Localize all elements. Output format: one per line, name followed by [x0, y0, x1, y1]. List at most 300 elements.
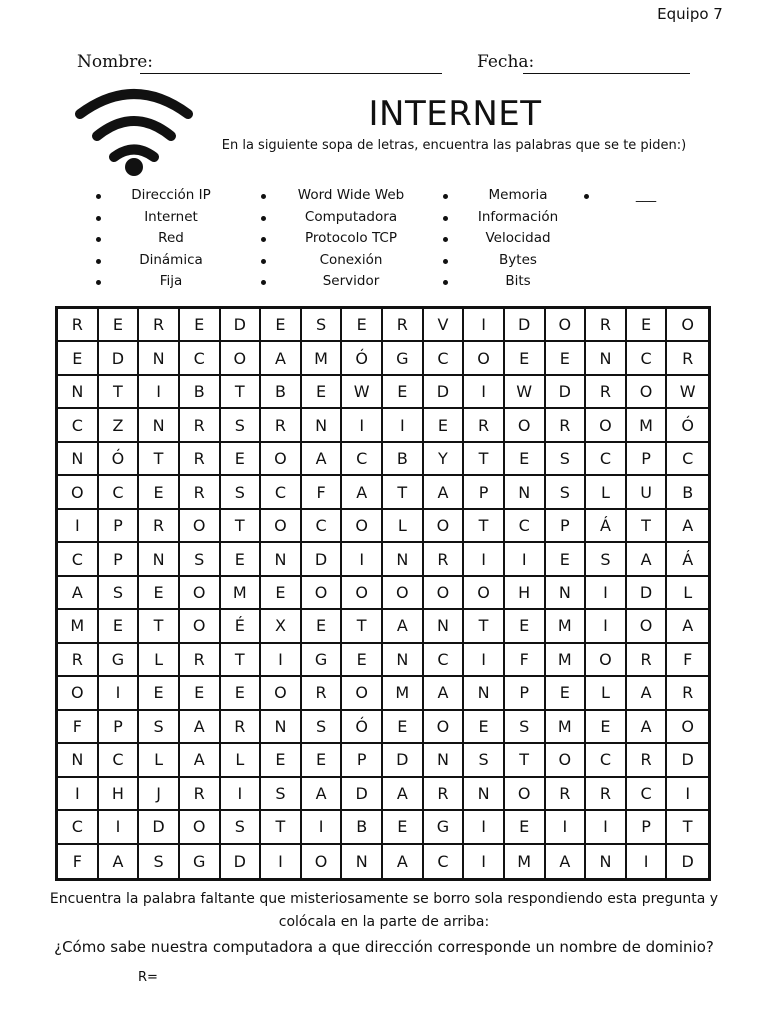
grid-cell[interactable]: R — [424, 778, 465, 811]
grid-cell[interactable]: E — [302, 744, 343, 777]
grid-cell[interactable]: D — [221, 845, 262, 878]
grid-cell[interactable]: T — [383, 476, 424, 509]
grid-cell[interactable]: L — [586, 476, 627, 509]
grid-cell[interactable]: O — [667, 309, 708, 342]
grid-cell[interactable]: S — [139, 845, 180, 878]
grid-cell[interactable]: N — [139, 409, 180, 442]
grid-cell[interactable]: T — [99, 376, 140, 409]
grid-cell[interactable]: A — [383, 610, 424, 643]
date-field-line[interactable] — [523, 73, 690, 74]
grid-cell[interactable]: E — [546, 342, 587, 375]
grid-cell[interactable]: E — [505, 342, 546, 375]
grid-cell[interactable]: S — [464, 744, 505, 777]
word-item: Word Wide Web — [261, 185, 441, 207]
missing-word-blank[interactable]: ___ — [584, 185, 684, 207]
grid-cell[interactable]: E — [546, 677, 587, 710]
grid-cell[interactable]: E — [505, 610, 546, 643]
word-column-1 — [96, 185, 246, 293]
grid-cell[interactable]: C — [586, 744, 627, 777]
word-item: Velocidad — [443, 228, 593, 250]
grid-cell[interactable]: G — [302, 644, 343, 677]
grid-cell[interactable]: N — [586, 342, 627, 375]
grid-cell[interactable]: I — [464, 376, 505, 409]
grid-cell[interactable]: L — [667, 577, 708, 610]
grid-cell[interactable]: M — [221, 577, 262, 610]
grid-cell[interactable]: R — [464, 409, 505, 442]
grid-cell[interactable]: S — [180, 543, 221, 576]
grid-cell[interactable]: E — [546, 543, 587, 576]
grid-cell[interactable]: O — [261, 677, 302, 710]
grid-cell[interactable]: I — [99, 811, 140, 844]
grid-cell[interactable]: T — [221, 644, 262, 677]
grid-cell[interactable]: N — [302, 409, 343, 442]
grid-cell[interactable]: S — [505, 711, 546, 744]
grid-cell[interactable]: E — [139, 476, 180, 509]
grid-cell[interactable]: B — [383, 443, 424, 476]
grid-cell[interactable]: E — [383, 811, 424, 844]
grid-cell[interactable]: C — [99, 744, 140, 777]
grid-cell[interactable]: L — [139, 744, 180, 777]
grid-cell[interactable]: E — [464, 711, 505, 744]
grid-cell[interactable]: A — [261, 342, 302, 375]
grid-cell[interactable]: C — [667, 443, 708, 476]
grid-cell[interactable]: L — [139, 644, 180, 677]
grid-cell[interactable]: T — [139, 443, 180, 476]
grid-cell[interactable]: D — [546, 376, 587, 409]
word-column-3 — [443, 185, 593, 293]
grid-cell[interactable]: E — [221, 543, 262, 576]
grid-cell[interactable]: N — [58, 443, 99, 476]
grid-cell[interactable]: O — [627, 376, 668, 409]
word-item: Red — [96, 228, 246, 250]
grid-cell[interactable]: P — [627, 443, 668, 476]
grid-cell[interactable]: G — [383, 342, 424, 375]
grid-cell[interactable]: N — [546, 577, 587, 610]
grid-cell[interactable]: I — [464, 845, 505, 878]
grid-cell[interactable]: C — [627, 342, 668, 375]
grid-cell[interactable]: E — [302, 610, 343, 643]
grid-cell[interactable]: A — [383, 778, 424, 811]
grid-cell[interactable]: N — [261, 543, 302, 576]
grid-cell[interactable]: Y — [424, 443, 465, 476]
grid-cell[interactable]: D — [342, 778, 383, 811]
grid-cell[interactable]: R — [180, 443, 221, 476]
grid-cell[interactable]: R — [627, 744, 668, 777]
grid-cell[interactable]: X — [261, 610, 302, 643]
grid-cell[interactable]: F — [58, 711, 99, 744]
grid-cell[interactable]: W — [667, 376, 708, 409]
grid-cell[interactable]: M — [302, 342, 343, 375]
grid-cell[interactable]: A — [99, 845, 140, 878]
grid-cell[interactable]: A — [627, 543, 668, 576]
grid-cell[interactable]: W — [505, 376, 546, 409]
date-label: Fecha: — [477, 52, 535, 72]
grid-cell[interactable]: E — [505, 811, 546, 844]
grid-cell[interactable]: N — [261, 711, 302, 744]
grid-cell[interactable]: E — [180, 677, 221, 710]
grid-cell[interactable]: I — [667, 778, 708, 811]
grid-cell[interactable]: M — [546, 644, 587, 677]
grid-cell[interactable]: N — [383, 543, 424, 576]
grid-cell[interactable]: I — [586, 610, 627, 643]
grid-cell[interactable]: O — [464, 577, 505, 610]
grid-cell[interactable]: E — [58, 342, 99, 375]
grid-cell[interactable]: I — [342, 543, 383, 576]
grid-cell[interactable]: A — [424, 677, 465, 710]
grid-cell[interactable]: D — [221, 309, 262, 342]
grid-cell[interactable]: R — [383, 309, 424, 342]
grid-cell[interactable]: Ó — [667, 409, 708, 442]
grid-cell[interactable]: I — [586, 577, 627, 610]
grid-cell[interactable]: C — [261, 476, 302, 509]
grid-cell[interactable]: O — [424, 510, 465, 543]
grid-cell[interactable]: O — [342, 677, 383, 710]
grid-cell[interactable]: L — [586, 677, 627, 710]
footer-instruction: Encuentra la palabra faltante que misteriosamente se borro sola respondiendo esta pregunta y colócala en la parte de arriba: — [49, 891, 719, 930]
word-item: Protocolo TCP — [261, 228, 441, 250]
grid-cell[interactable]: A — [180, 711, 221, 744]
footer-question: ¿Cómo sabe nuestra computadora a que dirección corresponde un nombre de dominio? — [54, 938, 714, 956]
grid-cell[interactable]: A — [424, 476, 465, 509]
grid-cell[interactable]: E — [99, 309, 140, 342]
grid-cell[interactable]: R — [180, 644, 221, 677]
grid-cell[interactable]: B — [667, 476, 708, 509]
grid-cell[interactable]: O — [546, 309, 587, 342]
grid-cell[interactable]: A — [302, 778, 343, 811]
grid-cell[interactable]: I — [58, 778, 99, 811]
grid-cell[interactable]: O — [261, 510, 302, 543]
grid-cell[interactable]: R — [180, 409, 221, 442]
grid-cell[interactable]: D — [681, 851, 694, 871]
grid-cell[interactable]: O — [180, 610, 221, 643]
grid-cell[interactable]: D — [667, 744, 708, 777]
grid-cell[interactable]: I — [342, 409, 383, 442]
grid-cell[interactable]: U — [627, 476, 668, 509]
grid-cell[interactable]: I — [464, 811, 505, 844]
grid-cell[interactable]: B — [261, 376, 302, 409]
grid-cell[interactable]: N — [58, 376, 99, 409]
word-list — [0, 185, 768, 295]
word-item: Bits — [443, 271, 593, 293]
name-field-line[interactable] — [140, 73, 442, 74]
grid-cell[interactable]: M — [546, 610, 587, 643]
grid-cell[interactable]: R — [58, 309, 99, 342]
grid-cell[interactable]: C — [58, 543, 99, 576]
grid-cell[interactable]: C — [627, 778, 668, 811]
grid-cell[interactable]: O — [180, 510, 221, 543]
grid-cell[interactable]: G — [424, 811, 465, 844]
grid-cell[interactable]: P — [627, 811, 668, 844]
grid-cell[interactable]: C — [505, 510, 546, 543]
grid-cell[interactable]: N — [586, 845, 627, 878]
grid-cell[interactable]: T — [505, 744, 546, 777]
grid-cell[interactable]: F — [302, 476, 343, 509]
grid-cell[interactable]: R — [180, 476, 221, 509]
grid-cell[interactable]: O — [627, 610, 668, 643]
grid-cell[interactable]: O — [221, 342, 262, 375]
grid-cell[interactable]: N — [139, 342, 180, 375]
grid-cell[interactable]: E — [383, 711, 424, 744]
grid-cell[interactable]: S — [302, 309, 343, 342]
grid-cell[interactable]: R — [586, 778, 627, 811]
grid-cell[interactable]: C — [586, 443, 627, 476]
grid-cell[interactable]: S — [99, 577, 140, 610]
grid-cell[interactable]: E — [342, 644, 383, 677]
grid-cell[interactable]: A — [302, 443, 343, 476]
grid-cell[interactable]: E — [180, 309, 221, 342]
word-column-2 — [261, 185, 441, 293]
grid-cell[interactable]: S — [261, 778, 302, 811]
grid-cell[interactable]: E — [261, 309, 302, 342]
grid-cell[interactable]: M — [58, 610, 99, 643]
grid-cell[interactable]: I — [221, 778, 262, 811]
grid-cell[interactable]: R — [139, 510, 180, 543]
grid-cell[interactable]: N — [505, 476, 546, 509]
grid-cell[interactable]: S — [221, 409, 262, 442]
grid-cell[interactable]: D — [383, 744, 424, 777]
grid-cell[interactable]: S — [221, 811, 262, 844]
word-item: Internet — [96, 207, 246, 229]
grid-cell[interactable]: I — [383, 409, 424, 442]
grid-cell[interactable]: E — [139, 577, 180, 610]
grid-cell[interactable]: O — [383, 577, 424, 610]
grid-cell[interactable]: C — [180, 342, 221, 375]
word-item: Conexión — [261, 250, 441, 272]
grid-cell[interactable]: R — [180, 778, 221, 811]
grid-cell[interactable]: M — [627, 409, 668, 442]
grid-cell[interactable]: N — [58, 744, 99, 777]
grid-cell[interactable]: O — [505, 409, 546, 442]
grid-cell[interactable]: N — [424, 744, 465, 777]
grid-cell[interactable]: I — [464, 543, 505, 576]
grid-cell[interactable]: A — [58, 577, 99, 610]
grid-cell[interactable]: O — [180, 577, 221, 610]
grid-cell[interactable]: O — [342, 577, 383, 610]
grid-cell[interactable]: G — [180, 845, 221, 878]
grid-cell[interactable]: I — [58, 510, 99, 543]
grid-cell[interactable]: H — [505, 577, 546, 610]
answer-label: R= — [138, 970, 158, 985]
grid-cell[interactable]: F — [505, 644, 546, 677]
grid-cell[interactable]: T — [139, 610, 180, 643]
word-item: Fija — [96, 271, 246, 293]
grid-cell[interactable]: C — [424, 342, 465, 375]
grid-cell[interactable]: P — [99, 543, 140, 576]
grid-cell[interactable]: E — [586, 711, 627, 744]
grid-cell[interactable]: L — [383, 510, 424, 543]
grid-cell[interactable]: T — [261, 811, 302, 844]
grid-cell[interactable]: C — [302, 510, 343, 543]
grid-cell[interactable]: T — [221, 510, 262, 543]
grid-cell[interactable]: R — [221, 711, 262, 744]
grid-cell[interactable]: C — [424, 644, 465, 677]
page-title: INTERNET — [368, 94, 542, 134]
grid-cell[interactable]: A — [546, 845, 587, 878]
grid-cell[interactable]: A — [667, 510, 708, 543]
grid-cell[interactable]: O — [302, 845, 343, 878]
grid-cell[interactable]: F — [667, 644, 708, 677]
grid-cell[interactable]: I — [505, 543, 546, 576]
grid-cell[interactable]: W — [342, 376, 383, 409]
grid-cell[interactable]: Ó — [342, 711, 383, 744]
grid-cell[interactable]: A — [383, 845, 424, 878]
grid-cell[interactable]: M — [383, 677, 424, 710]
grid-cell[interactable]: D — [505, 309, 546, 342]
grid-cell[interactable]: M — [505, 845, 546, 878]
grid-cell[interactable]: S — [302, 711, 343, 744]
grid-cell[interactable]: N — [424, 610, 465, 643]
grid-cell[interactable]: B — [342, 811, 383, 844]
grid-cell[interactable]: T — [627, 510, 668, 543]
grid-cell[interactable]: L — [221, 744, 262, 777]
grid-cell[interactable]: D — [302, 543, 343, 576]
grid-cell[interactable]: R — [667, 677, 708, 710]
grid-cell[interactable]: D — [627, 577, 668, 610]
grid-cell[interactable]: T — [221, 376, 262, 409]
grid-cell[interactable]: O — [342, 510, 383, 543]
grid-cell[interactable]: D — [139, 811, 180, 844]
grid-cell[interactable]: S — [546, 476, 587, 509]
grid-cell[interactable]: I — [302, 811, 343, 844]
grid-cell[interactable]: S — [546, 443, 587, 476]
grid-cell[interactable]: P — [464, 476, 505, 509]
grid-cell[interactable]: S — [139, 711, 180, 744]
grid-cell[interactable]: T — [667, 811, 708, 844]
grid-cell[interactable]: Ó — [99, 443, 140, 476]
grid-cell[interactable]: O — [546, 744, 587, 777]
grid-cell[interactable]: T — [342, 610, 383, 643]
grid-cell[interactable]: G — [99, 644, 140, 677]
grid-cell[interactable]: A — [627, 711, 668, 744]
grid-cell[interactable]: É — [221, 610, 262, 643]
grid-cell[interactable]: Á — [667, 543, 708, 576]
grid-cell[interactable]: O — [586, 644, 627, 677]
grid-cell[interactable]: C — [58, 811, 99, 844]
grid-cell[interactable]: O — [464, 342, 505, 375]
grid-cell[interactable]: B — [180, 376, 221, 409]
grid-cell[interactable]: E — [342, 309, 383, 342]
grid-cell[interactable]: Á — [586, 510, 627, 543]
grid-cell[interactable]: E — [99, 610, 140, 643]
grid-cell[interactable]: N — [464, 778, 505, 811]
grid-cell[interactable]: E — [261, 577, 302, 610]
grid-cell[interactable]: I — [586, 811, 627, 844]
grid-cell[interactable]: S — [586, 543, 627, 576]
grid-cell[interactable]: Ó — [342, 342, 383, 375]
grid-cell[interactable]: D — [99, 342, 140, 375]
grid-cell[interactable]: C — [99, 476, 140, 509]
grid-cell[interactable]: M — [546, 711, 587, 744]
grid-cell[interactable]: J — [139, 778, 180, 811]
grid-cell[interactable]: E — [139, 677, 180, 710]
grid-cell[interactable]: Z — [99, 409, 140, 442]
wifi-icon — [72, 84, 196, 188]
grid-cell[interactable]: O — [261, 443, 302, 476]
grid-cell[interactable]: E — [221, 677, 262, 710]
grid-cell[interactable]: O — [586, 409, 627, 442]
word-item: Memoria — [443, 185, 593, 207]
grid-cell[interactable]: R — [546, 409, 587, 442]
grid-cell[interactable]: F — [58, 845, 99, 878]
word-item: Información — [443, 207, 593, 229]
grid-cell[interactable]: P — [342, 744, 383, 777]
grid-cell[interactable]: I — [99, 677, 140, 710]
grid-cell[interactable]: O — [180, 811, 221, 844]
grid-cell[interactable]: P — [99, 510, 140, 543]
grid-cell[interactable]: E — [221, 443, 262, 476]
instructions-text: En la siguiente sopa de letras, encuentra las palabras que se te piden:) — [221, 138, 687, 153]
grid-cell[interactable]: C — [58, 409, 99, 442]
grid-cell[interactable]: H — [99, 778, 140, 811]
grid-cell[interactable]: N — [342, 845, 383, 878]
grid-cell[interactable]: R — [261, 409, 302, 442]
grid-cell[interactable]: T — [464, 443, 505, 476]
grid-cell[interactable]: V — [424, 309, 465, 342]
grid-cell[interactable]: R — [627, 644, 668, 677]
grid-cell[interactable]: O — [424, 711, 465, 744]
grid-cell[interactable]: A — [342, 476, 383, 509]
grid-cell[interactable]: E — [424, 409, 465, 442]
grid-cell[interactable]: P — [546, 510, 587, 543]
grid-cell[interactable]: R — [139, 309, 180, 342]
grid-cell[interactable]: E — [505, 443, 546, 476]
grid-cell[interactable]: R — [58, 644, 99, 677]
grid-cell[interactable]: I — [261, 845, 302, 878]
grid-cell[interactable]: R — [546, 778, 587, 811]
grid-cell[interactable]: I — [546, 811, 587, 844]
grid-cell[interactable]: C — [424, 845, 465, 878]
grid-cell[interactable]: I — [464, 644, 505, 677]
grid-cell[interactable]: I — [464, 309, 505, 342]
name-label: Nombre: — [77, 52, 154, 72]
grid-cell[interactable]: E — [302, 376, 343, 409]
grid-cell[interactable]: T — [464, 510, 505, 543]
word-item: Dinámica — [96, 250, 246, 272]
grid-cell[interactable]: O — [424, 577, 465, 610]
grid-cell[interactable]: N — [383, 644, 424, 677]
team-label: Equipo 7 — [657, 5, 723, 23]
grid-cell[interactable]: P — [99, 711, 140, 744]
grid-cell[interactable]: A — [667, 610, 708, 643]
grid-cell[interactable]: R — [424, 543, 465, 576]
grid-cell[interactable]: N — [464, 677, 505, 710]
grid-cell[interactable]: R — [586, 309, 627, 342]
grid-cell[interactable]: A — [180, 744, 221, 777]
grid-cell[interactable]: E — [383, 376, 424, 409]
grid-cell[interactable]: O — [58, 677, 99, 710]
grid-cell[interactable]: O — [667, 711, 708, 744]
grid-cell[interactable]: O — [58, 476, 99, 509]
grid-cell[interactable]: O — [302, 577, 343, 610]
grid-cell[interactable]: P — [505, 677, 546, 710]
grid-cell[interactable]: I — [261, 644, 302, 677]
grid-cell[interactable]: R — [667, 342, 708, 375]
grid-cell[interactable]: I — [627, 845, 668, 878]
grid-cell[interactable]: S — [221, 476, 262, 509]
grid-cell[interactable]: R — [302, 677, 343, 710]
grid-cell[interactable]: D — [424, 376, 465, 409]
grid-cell[interactable]: O — [505, 778, 546, 811]
grid-cell[interactable]: T — [464, 610, 505, 643]
grid-cell[interactable]: A — [627, 677, 668, 710]
grid-cell[interactable]: R — [586, 376, 627, 409]
grid-cell[interactable]: E — [627, 309, 668, 342]
word-item: Bytes — [443, 250, 593, 272]
grid-cell[interactable]: C — [342, 443, 383, 476]
grid-cell[interactable]: E — [261, 744, 302, 777]
grid-cell[interactable]: I — [139, 376, 180, 409]
grid-cell[interactable]: N — [139, 543, 180, 576]
